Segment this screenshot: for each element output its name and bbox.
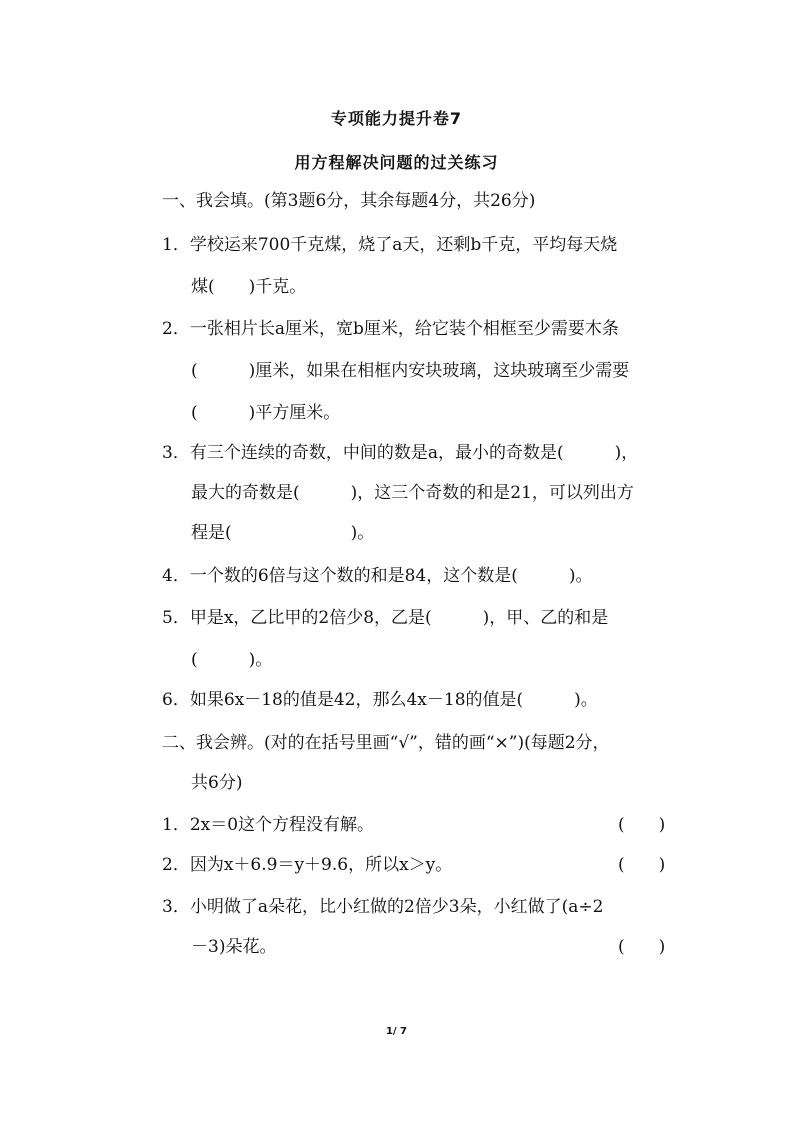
question-6: 6．如果6x－18的值是42，那么4x－18的值是( )。 <box>162 690 598 710</box>
question-3-line-2: 最大的奇数是( )，这三个奇数的和是21，可以列出方 <box>191 483 634 503</box>
section2-heading-line-2: 共6分) <box>191 773 243 793</box>
question-3-line-1: 3．有三个连续的奇数，中间的数是a，最小的奇数是( )， <box>162 443 639 463</box>
answer-bracket-2: ( ) <box>618 855 666 875</box>
section2-heading-line-1: 二、我会辨。(对的在括号里画“√”，错的画“×”)(每题2分， <box>162 733 610 753</box>
judge-question-2: 2．因为x＋6.9＝y＋9.6，所以x＞y。 <box>162 855 453 875</box>
question-2-line-3: ( )平方厘米。 <box>191 403 341 423</box>
page-title: 专项能力提升卷7 <box>330 109 463 128</box>
question-3-line-3: 程是( )。 <box>191 523 375 543</box>
question-1-line-1: 1．学校运来700千克煤，烧了a天，还剩b千克，平均每天烧 <box>162 235 618 255</box>
answer-bracket-1: ( ) <box>618 815 666 835</box>
answer-bracket-3: ( ) <box>618 937 666 957</box>
question-5-line-1: 5．甲是x，乙比甲的2倍少8，乙是( )，甲、乙的和是 <box>162 608 609 628</box>
page-number: 1/ 7 <box>385 1026 408 1037</box>
page-subtitle: 用方程解决问题的过关练习 <box>294 153 499 172</box>
judge-question-3-line-1: 3．小明做了a朵花，比小红做的2倍少3朵，小红做了(a÷2 <box>162 897 604 917</box>
judge-question-1: 1．2x＝0这个方程没有解。 <box>162 815 375 835</box>
question-1-line-2: 煤( )千克。 <box>191 277 307 297</box>
question-2-line-1: 2．一张相片长a厘米，宽b厘米，给它装个相框至少需要木条 <box>162 319 619 339</box>
section1-heading: 一、我会填。(第3题6分，其余每题4分，共26分) <box>162 191 536 211</box>
question-2-line-2: ( )厘米，如果在相框内安块玻璃，这块玻璃至少需要 <box>191 361 630 381</box>
question-5-line-2: ( )。 <box>191 650 273 670</box>
question-4: 4．一个数的6倍与这个数的和是84，这个数是( )。 <box>162 566 593 586</box>
judge-question-3-line-2: －3)朵花。 <box>191 937 277 957</box>
